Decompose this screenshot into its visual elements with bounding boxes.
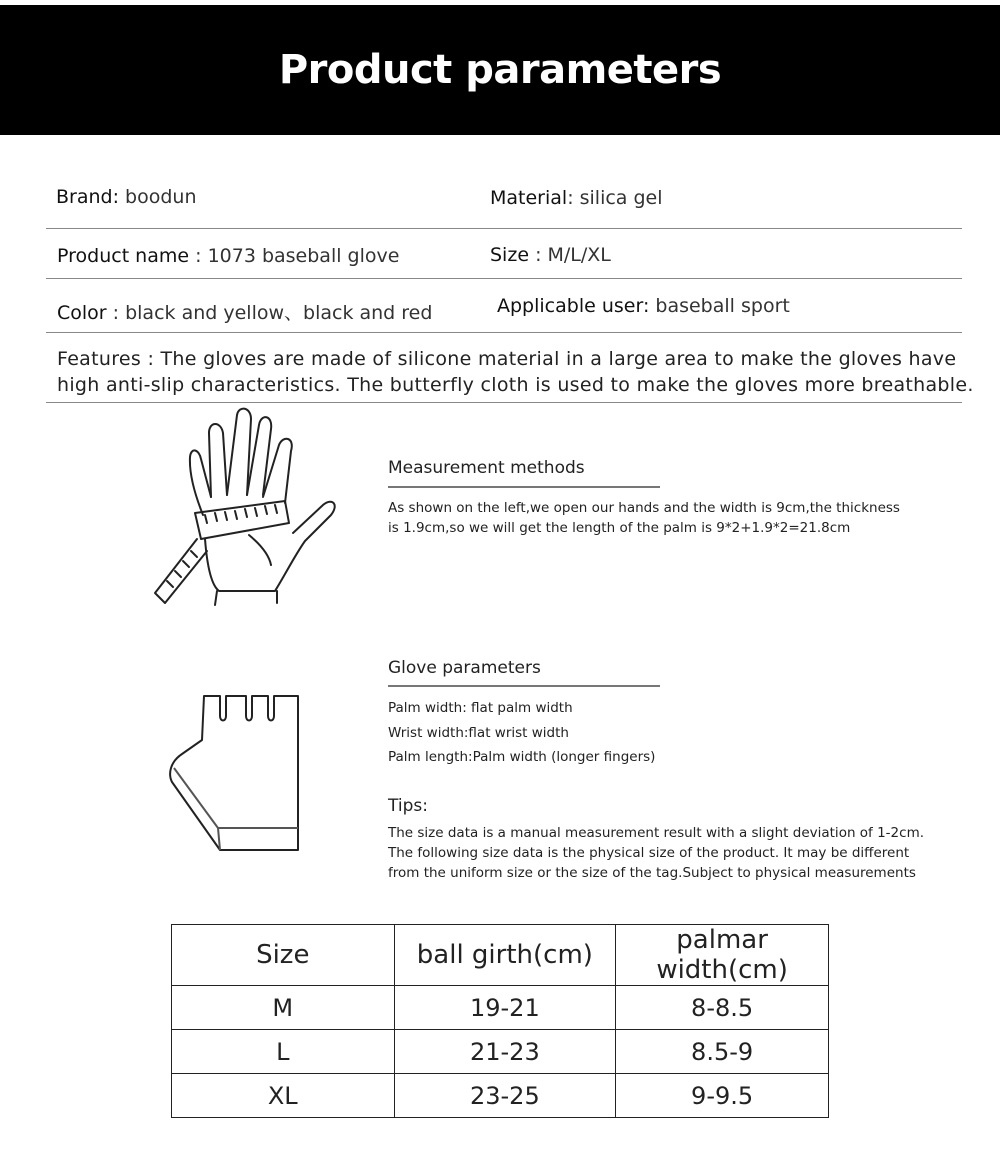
divider — [46, 402, 962, 403]
features-paragraph — [57, 346, 977, 398]
spec-product-name-label: Product name — [57, 245, 190, 267]
table-cell: 23-25 — [394, 1074, 616, 1118]
tips-line-2: The following size data is the physical size of the product. It may be different — [388, 845, 910, 861]
table-cell: 8.5-9 — [616, 1030, 829, 1074]
measurement-line-1: As shown on the left,we open our hands and the width is 9cm,the thickness — [388, 500, 900, 516]
table-cell: 9-9.5 — [616, 1074, 829, 1118]
divider — [46, 332, 962, 333]
table-row — [172, 986, 829, 1030]
divider — [46, 228, 962, 229]
table-cell: 19-21 — [394, 986, 616, 1030]
spec-applicable-user — [497, 295, 790, 317]
measurement-line-2: is 1.9cm,so we will get the length of the palm is 9*2+1.9*2=21.8cm — [388, 520, 851, 536]
size-table — [171, 924, 829, 1118]
size-table-header: ball girth(cm) — [394, 925, 616, 986]
header-banner — [0, 5, 1000, 135]
glove-params-heading-rule — [388, 685, 660, 687]
size-table-header-row — [172, 925, 829, 986]
spec-size-label: Size — [490, 244, 530, 266]
spec-material-value: : silica gel — [567, 187, 663, 209]
table-cell: 21-23 — [394, 1030, 616, 1074]
spec-size — [490, 244, 611, 266]
measurement-heading: Measurement methods — [388, 458, 585, 478]
glove-params-line-1: Palm width: flat palm width — [388, 700, 573, 716]
spec-color — [57, 298, 432, 325]
features-label: Features — [57, 348, 142, 370]
divider — [46, 278, 962, 279]
features-text: : The gloves are made of silicone material in a large area to make the gloves have high anti-slip characteristics. The butterfly cloth is used to make the gloves more breathable. — [57, 348, 974, 396]
tips-line-3: from the uniform size or the size of the tag.Subject to physical measurements — [388, 865, 916, 881]
glove-params-heading: Glove parameters — [388, 658, 541, 678]
table-cell: XL — [172, 1074, 395, 1118]
glove-params-line-3: Palm length:Palm width (longer fingers) — [388, 749, 656, 765]
measurement-heading-rule — [388, 486, 660, 488]
table-row — [172, 1030, 829, 1074]
spec-brand-label: Brand: — [56, 186, 119, 208]
spec-color-value: : black and yellow、black and red — [112, 302, 433, 324]
page-title: Product parameters — [278, 47, 722, 93]
table-cell: L — [172, 1030, 395, 1074]
table-row — [172, 1074, 829, 1118]
spec-material-label: Material — [490, 187, 568, 209]
spec-applicable-user-value: baseball sport — [655, 295, 790, 317]
tips-line-1: The size data is a manual measurement result with a slight deviation of 1-2cm. — [388, 825, 925, 841]
glove-params-line-2: Wrist width:flat wrist width — [388, 725, 569, 741]
spec-applicable-user-label: Applicable user: — [497, 295, 650, 317]
spec-material — [490, 187, 663, 209]
hand-with-measuring-tape-icon — [145, 405, 345, 610]
size-table-header: Size — [172, 925, 395, 986]
spec-brand-value: boodun — [125, 186, 197, 208]
spec-size-value: : M/L/XL — [535, 244, 611, 266]
spec-color-label: Color — [57, 302, 107, 324]
table-cell: 8-8.5 — [616, 986, 829, 1030]
table-cell: M — [172, 986, 395, 1030]
half-finger-glove-outline-icon — [160, 688, 310, 856]
size-table-header: palmar width(cm) — [616, 925, 829, 986]
spec-product-name — [57, 245, 399, 267]
spec-product-name-value: : 1073 baseball glove — [195, 245, 400, 267]
tips-heading: Tips: — [388, 796, 428, 816]
spec-brand — [56, 186, 197, 208]
